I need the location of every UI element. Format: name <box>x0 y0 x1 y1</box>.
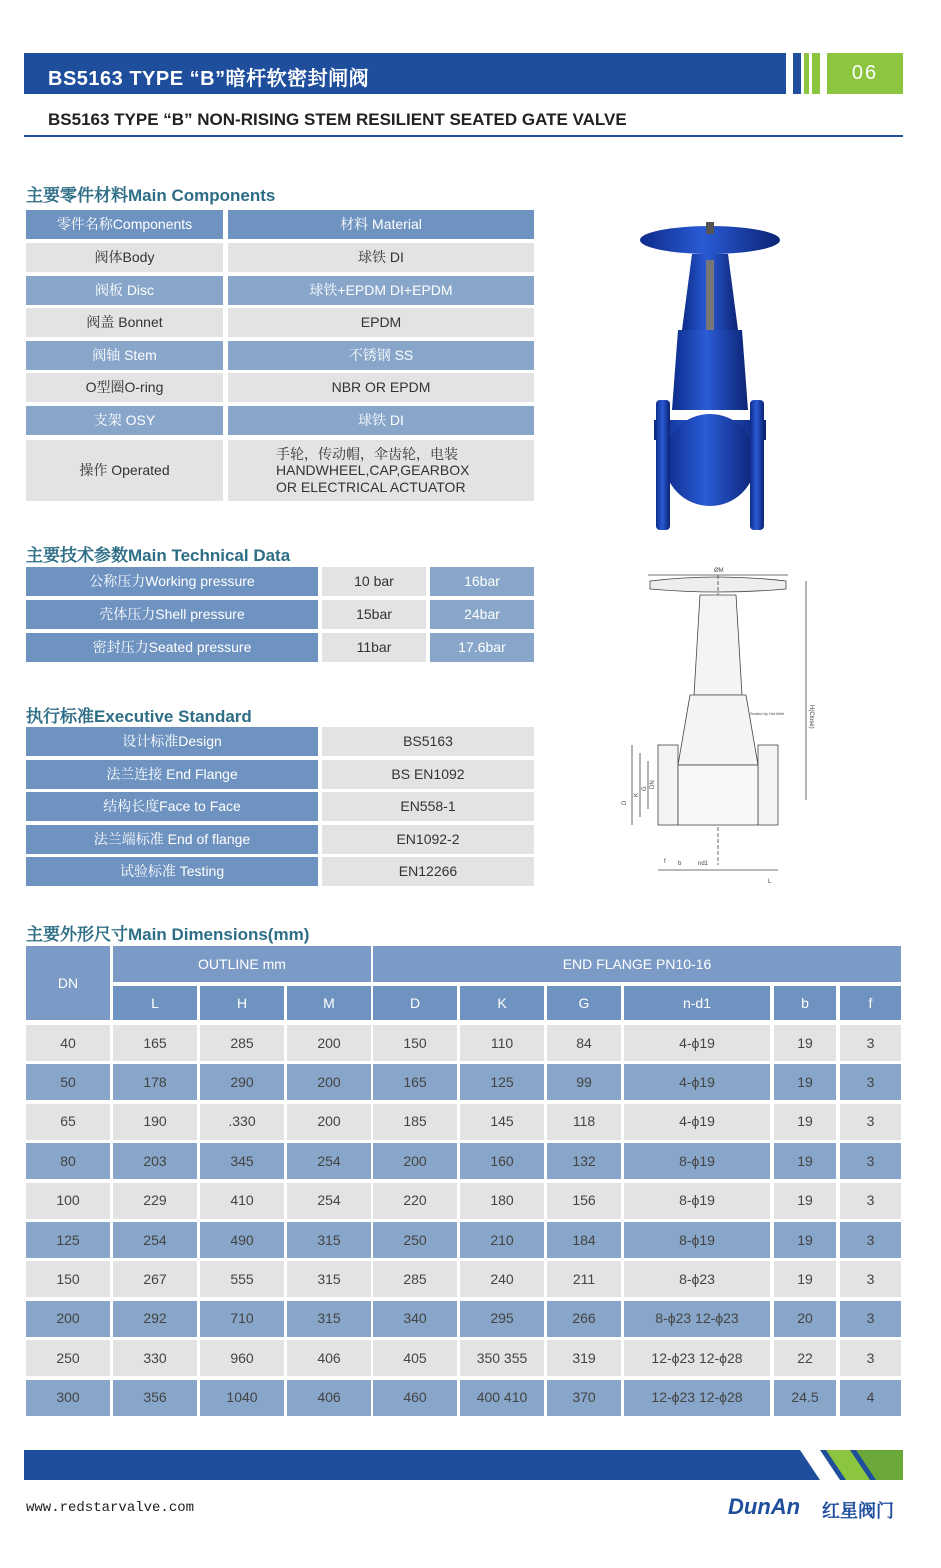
dimensions-section-title: 主要外形尺寸Main Dimensions(mm) <box>26 925 310 944</box>
dim-cell: 285 <box>373 1261 457 1297</box>
dim-cell: 190 <box>113 1104 197 1140</box>
drawing-label-k: K <box>634 792 640 797</box>
standard-value-cell: BS5163 <box>322 727 534 756</box>
drawing-label-dn: DN <box>650 780 656 789</box>
component-material-cell: 球铁 DI <box>228 406 534 435</box>
dim-cell: 150 <box>373 1025 457 1061</box>
dim-cell: 405 <box>373 1340 457 1376</box>
dim-cell: 345 <box>200 1143 284 1179</box>
dim-cell: 203 <box>113 1143 197 1179</box>
technical-value-10bar: 15bar <box>322 600 426 629</box>
dim-cell: 370 <box>547 1380 621 1416</box>
dim-cell: 229 <box>113 1183 197 1219</box>
drawing-label-d: D <box>622 800 628 805</box>
dim-cell: 240 <box>460 1261 544 1297</box>
dim-cell: 250 <box>26 1340 110 1376</box>
component-material-cell: 球铁 DI <box>228 243 534 272</box>
dim-cell: 490 <box>200 1222 284 1258</box>
components-header-material: 材料 Material <box>228 210 534 239</box>
operated-line: HANDWHEEL,CAP,GEARBOX <box>276 462 470 479</box>
technical-value-10bar: 11bar <box>322 633 426 662</box>
dim-cell: 3 <box>840 1143 901 1179</box>
operated-value-cell <box>228 440 534 501</box>
component-name-cell: 阀轴 Stem <box>26 341 223 370</box>
page-number: 06 <box>827 53 903 94</box>
dim-cell: 118 <box>547 1104 621 1140</box>
dim-cell: 254 <box>287 1183 371 1219</box>
brand-logo-cn: 红星阀门 <box>822 1501 894 1521</box>
dim-cell: 8-ϕ19 <box>624 1183 770 1219</box>
dim-cell: 19 <box>774 1143 836 1179</box>
drawing-label-om: ØM <box>714 568 724 574</box>
component-material-cell: 球铁+EPDM DI+EPDM <box>228 276 534 305</box>
drawing-label-b: b <box>678 861 682 867</box>
technical-value-16bar: 17.6bar <box>430 633 534 662</box>
dim-subheader-nd1: n-d1 <box>624 986 770 1020</box>
drawing-label-seal: Sealed by Hot Melt <box>750 711 784 716</box>
dim-cell: 19 <box>774 1104 836 1140</box>
dim-cell: 150 <box>26 1261 110 1297</box>
dim-subheader-m: M <box>287 986 371 1020</box>
standard-value-cell: EN1092-2 <box>322 825 534 854</box>
operated-line: OR ELECTRICAL ACTUATOR <box>276 478 466 495</box>
dim-cell: 4-ϕ19 <box>624 1064 770 1100</box>
header-stripe-blue <box>793 53 801 94</box>
operated-label-cell: 操作 Operated <box>26 440 223 501</box>
drawing-label-g: G <box>642 786 648 791</box>
dim-cell: 200 <box>287 1104 371 1140</box>
header-stripe-green-2 <box>812 53 820 94</box>
dim-cell: 555 <box>200 1261 284 1297</box>
valve-technical-drawing <box>618 565 828 890</box>
dim-cell: 200 <box>373 1143 457 1179</box>
operated-line: 手轮，传动帽，伞齿轮，电装 <box>276 446 458 463</box>
dim-cell: 19 <box>774 1222 836 1258</box>
dim-cell: 406 <box>287 1340 371 1376</box>
component-material-cell: EPDM <box>228 308 534 337</box>
dim-cell: 254 <box>287 1143 371 1179</box>
header-stripe-green-1 <box>804 53 809 94</box>
dim-cell: .330 <box>200 1104 284 1140</box>
dim-cell: 132 <box>547 1143 621 1179</box>
dim-cell: 267 <box>113 1261 197 1297</box>
dim-header-flange: END FLANGE PN10-16 <box>373 946 901 982</box>
dim-cell: 20 <box>774 1301 836 1337</box>
dim-subheader-k: K <box>460 986 544 1020</box>
dim-cell: 110 <box>460 1025 544 1061</box>
footer-url[interactable]: www.redstarvalve.com <box>26 1500 195 1516</box>
dim-cell: 19 <box>774 1183 836 1219</box>
standard-value-cell: EN12266 <box>322 857 534 886</box>
dim-cell: 40 <box>26 1025 110 1061</box>
dim-cell: 156 <box>547 1183 621 1219</box>
drawing-label-h: H(Close) <box>808 705 814 729</box>
component-name-cell: O型圈O-ring <box>26 373 223 402</box>
dim-cell: 125 <box>460 1064 544 1100</box>
dim-cell: 254 <box>113 1222 197 1258</box>
dim-cell: 22 <box>774 1340 836 1376</box>
dim-cell: 315 <box>287 1222 371 1258</box>
dim-cell: 8-ϕ19 <box>624 1143 770 1179</box>
dim-subheader-d: D <box>373 986 457 1020</box>
dim-cell: 200 <box>287 1025 371 1061</box>
dim-cell: 3 <box>840 1104 901 1140</box>
drawing-label-nd1: nd1 <box>698 861 709 867</box>
dim-cell: 178 <box>113 1064 197 1100</box>
dim-cell: 960 <box>200 1340 284 1376</box>
dim-cell: 3 <box>840 1340 901 1376</box>
standard-value-cell: EN558-1 <box>322 792 534 821</box>
standard-label-cell: 试验标准 Testing <box>26 857 318 886</box>
footer-bar <box>24 1450 903 1480</box>
standard-label-cell: 设计标准Design <box>26 727 318 756</box>
dim-cell: 19 <box>774 1261 836 1297</box>
dim-cell: 295 <box>460 1301 544 1337</box>
dim-cell: 3 <box>840 1025 901 1061</box>
subtitle-divider <box>24 135 903 137</box>
components-section-title: 主要零件材料Main Components <box>26 186 276 205</box>
technical-value-16bar: 16bar <box>430 567 534 596</box>
dim-cell: 3 <box>840 1301 901 1337</box>
dim-cell: 165 <box>113 1025 197 1061</box>
dim-cell: 300 <box>26 1380 110 1416</box>
dim-cell: 100 <box>26 1183 110 1219</box>
dim-cell: 292 <box>113 1301 197 1337</box>
dim-cell: 200 <box>26 1301 110 1337</box>
dim-cell: 8-ϕ23 12-ϕ23 <box>624 1301 770 1337</box>
components-header-name: 零件名称Components <box>26 210 223 239</box>
dim-cell: 3 <box>840 1064 901 1100</box>
dim-subheader-l: L <box>113 986 197 1020</box>
dim-cell: 356 <box>113 1380 197 1416</box>
dim-cell: 50 <box>26 1064 110 1100</box>
footer-stripes <box>800 1450 903 1480</box>
technical-label-cell: 密封压力Seated pressure <box>26 633 318 662</box>
dim-cell: 1040 <box>200 1380 284 1416</box>
dim-cell: 330 <box>113 1340 197 1376</box>
dim-cell: 8-ϕ19 <box>624 1222 770 1258</box>
drawing-label-f: f <box>664 859 666 865</box>
standard-label-cell: 法兰端标准 End of flange <box>26 825 318 854</box>
dim-cell: 80 <box>26 1143 110 1179</box>
dim-cell: 410 <box>200 1183 284 1219</box>
dim-cell: 4 <box>840 1380 901 1416</box>
technical-value-10bar: 10 bar <box>322 567 426 596</box>
dim-cell: 84 <box>547 1025 621 1061</box>
dim-header-outline: OUTLINE mm <box>113 946 371 982</box>
dim-cell: 3 <box>840 1222 901 1258</box>
dim-cell: 3 <box>840 1261 901 1297</box>
dim-cell: 250 <box>373 1222 457 1258</box>
dim-cell: 8-ϕ23 <box>624 1261 770 1297</box>
dim-cell: 165 <box>373 1064 457 1100</box>
dim-cell: 125 <box>26 1222 110 1258</box>
page-subtitle: BS5163 TYPE “B” NON-RISING STEM RESILIENT SEATED GATE VALVE <box>48 110 627 129</box>
dim-cell: 460 <box>373 1380 457 1416</box>
dim-cell: 315 <box>287 1261 371 1297</box>
technical-value-16bar: 24bar <box>430 600 534 629</box>
dim-cell: 99 <box>547 1064 621 1100</box>
dim-cell: 65 <box>26 1104 110 1140</box>
dim-cell: 19 <box>774 1025 836 1061</box>
brand-logo: DunAn <box>728 1494 801 1519</box>
standard-value-cell: BS EN1092 <box>322 760 534 789</box>
technical-label-cell: 壳体压力Shell pressure <box>26 600 318 629</box>
dim-cell: 12-ϕ23 12-ϕ28 <box>624 1380 770 1416</box>
dim-cell: 350 355 <box>460 1340 544 1376</box>
dim-cell: 184 <box>547 1222 621 1258</box>
dim-cell: 315 <box>287 1301 371 1337</box>
dim-subheader-b: b <box>774 986 836 1020</box>
dim-cell: 285 <box>200 1025 284 1061</box>
dim-cell: 185 <box>373 1104 457 1140</box>
dim-cell: 4-ϕ19 <box>624 1025 770 1061</box>
component-material-cell: NBR OR EPDM <box>228 373 534 402</box>
component-material-cell: 不锈钢 SS <box>228 341 534 370</box>
dim-cell: 160 <box>460 1143 544 1179</box>
dim-cell: 145 <box>460 1104 544 1140</box>
dim-cell: 19 <box>774 1064 836 1100</box>
technical-section-title: 主要技术参数Main Technical Data <box>26 546 291 565</box>
dim-cell: 406 <box>287 1380 371 1416</box>
standard-label-cell: 结构长度Face to Face <box>26 792 318 821</box>
standard-section-title: 执行标准Executive Standard <box>26 707 252 726</box>
dim-cell: 12-ϕ23 12-ϕ28 <box>624 1340 770 1376</box>
dim-cell: 200 <box>287 1064 371 1100</box>
dim-cell: 3 <box>840 1183 901 1219</box>
dim-cell: 266 <box>547 1301 621 1337</box>
dim-subheader-h: H <box>200 986 284 1020</box>
dim-cell: 180 <box>460 1183 544 1219</box>
valve-product-image <box>630 220 790 540</box>
dim-cell: 340 <box>373 1301 457 1337</box>
dim-cell: 24.5 <box>774 1380 836 1416</box>
standard-label-cell: 法兰连接 End Flange <box>26 760 318 789</box>
dim-cell: 319 <box>547 1340 621 1376</box>
dim-cell: 220 <box>373 1183 457 1219</box>
dim-cell: 710 <box>200 1301 284 1337</box>
dim-subheader-f: f <box>840 986 901 1020</box>
dim-cell: 400 410 <box>460 1380 544 1416</box>
dim-subheader-g: G <box>547 986 621 1020</box>
technical-label-cell: 公称压力Working pressure <box>26 567 318 596</box>
dim-header-dn: DN <box>26 946 110 1020</box>
dim-cell: 290 <box>200 1064 284 1100</box>
drawing-label-l: L <box>768 879 772 885</box>
component-name-cell: 阀体Body <box>26 243 223 272</box>
dim-cell: 211 <box>547 1261 621 1297</box>
component-name-cell: 阀板 Disc <box>26 276 223 305</box>
component-name-cell: 阀盖 Bonnet <box>26 308 223 337</box>
component-name-cell: 支架 OSY <box>26 406 223 435</box>
dim-cell: 210 <box>460 1222 544 1258</box>
dim-cell: 4-ϕ19 <box>624 1104 770 1140</box>
page-title: BS5163 TYPE “B”暗杆软密封闸阀 <box>48 68 370 90</box>
